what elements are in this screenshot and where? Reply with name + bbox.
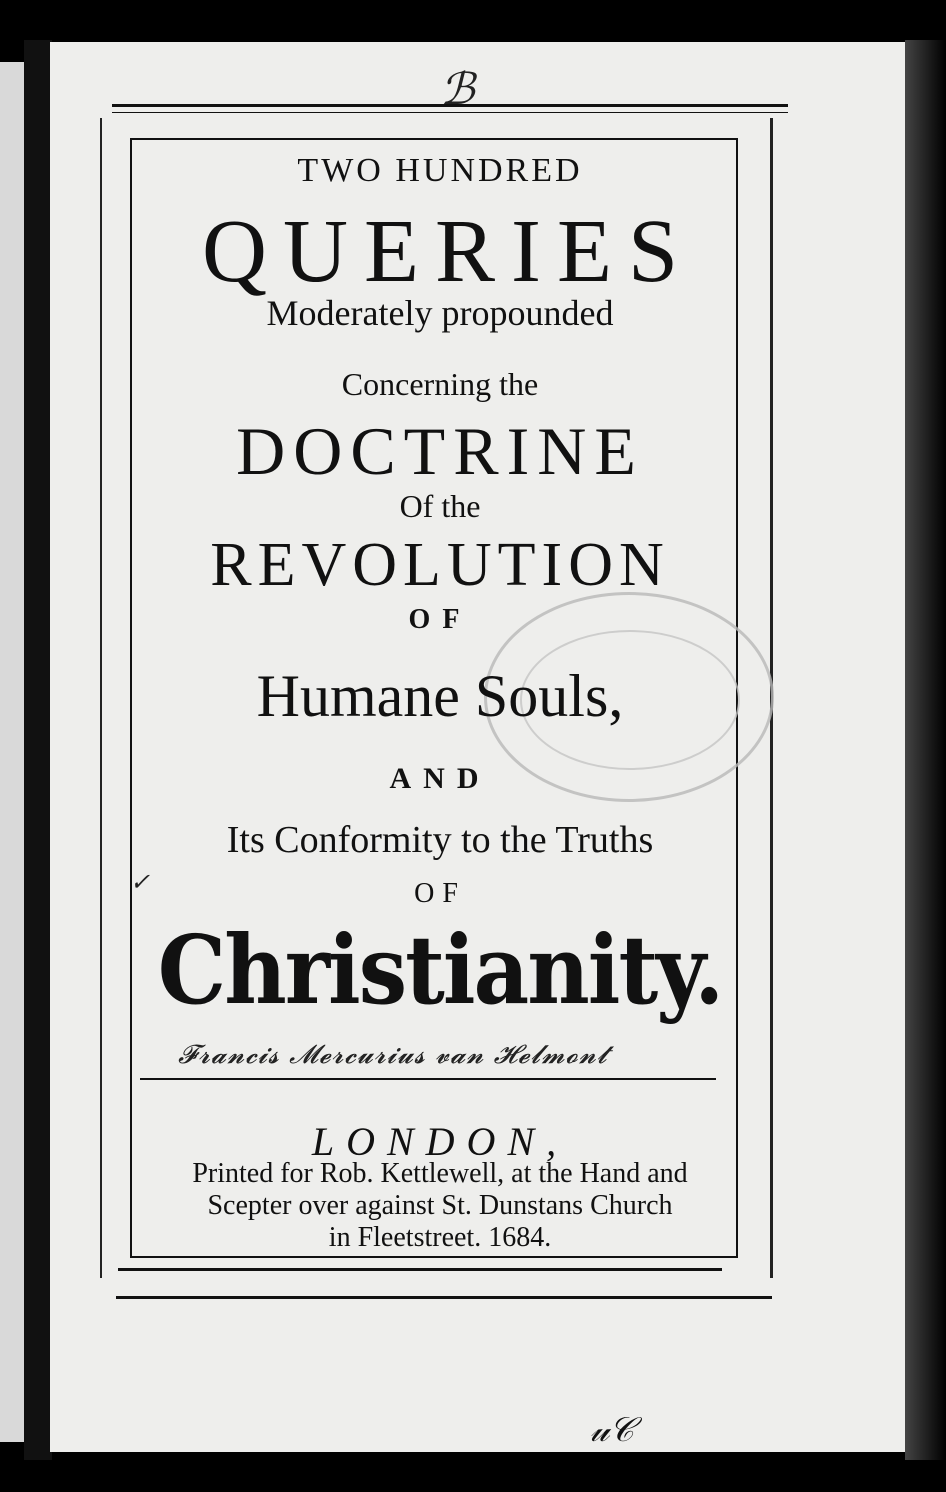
binding-gutter	[24, 40, 52, 1460]
imprint-printer: Printed for Rob. Kettlewell, at the Hand and	[192, 1158, 688, 1189]
previous-page-edge	[0, 62, 24, 1442]
title-line-of: OF	[408, 604, 472, 635]
handwritten-mark-bottom: 𝓊𝒞	[590, 1410, 634, 1450]
bottom-rule	[118, 1268, 722, 1271]
page-edge-shadow	[905, 40, 946, 1460]
title-line-of-2: OF	[414, 878, 466, 909]
imprint-city: LONDON,	[311, 1119, 569, 1164]
title-line-two-hundred: TWO HUNDRED	[297, 152, 583, 189]
title-line-doctrine: DOCTRINE	[236, 413, 644, 489]
handwritten-mark-top: ℬ	[440, 64, 475, 115]
imprint-location: Scepter over against St. Dunstans Church	[207, 1190, 673, 1221]
bottom-rule-outer	[116, 1296, 772, 1299]
title-line-christianity: Christianity.	[157, 914, 723, 1027]
imprint-date: in Fleetstreet. 1684.	[328, 1222, 552, 1253]
title-line-conformity: Its Conformity to the Truths	[226, 819, 654, 861]
title-line-revolution: REVOLUTION	[210, 531, 670, 599]
title-line-humane-souls: Humane Souls,	[256, 663, 624, 729]
divider-rule	[140, 1078, 716, 1080]
handwritten-signature: 𝓕𝓻𝓪𝓷𝓬𝓲𝓼 𝓜𝓮𝓻𝓬𝓾𝓻𝓲𝓾𝓼 𝓿𝓪𝓷 𝓗𝓮𝓵𝓶𝓸𝓷𝓽	[178, 1040, 608, 1070]
title-line-and: AND	[389, 762, 491, 795]
title-line-concerning: Concerning the	[341, 366, 539, 402]
title-line-moderately: Moderately propounded	[266, 293, 614, 333]
title-line-of-the: Of the	[399, 488, 481, 524]
title-line-queries: QUERIES	[202, 202, 694, 301]
handwritten-shelfmark: ✓	[130, 868, 151, 896]
